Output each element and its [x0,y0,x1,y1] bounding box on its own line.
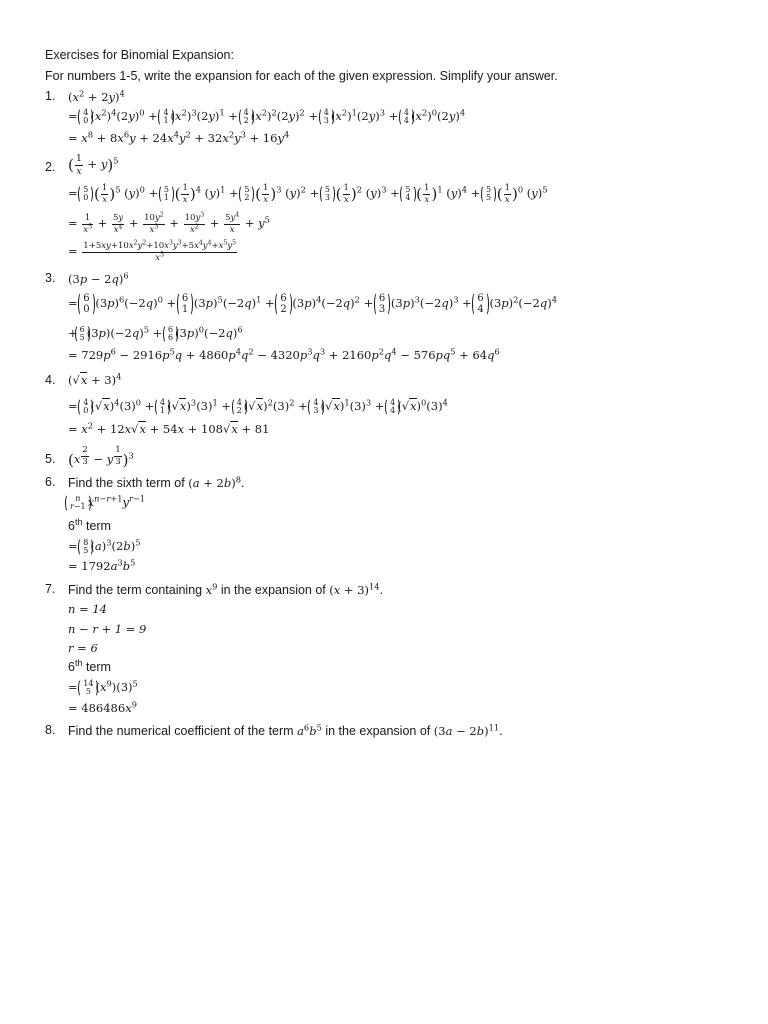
q2-expression: ( $\frac{1}{x}$ + y)$^5$ [68,153,119,177]
q4-binomial-expansion: = 4 0 $(√x)^4(3)^0$ + 4 1 $(√x)^3(3)^1$ + 4 2 $(√x)^2(3)^2$ + 4 3 $(√x)^1(3)^3$ + 4 4 $(√x)^0(3)^4$ [68,397,448,415]
q7-r-value: r = 6 [68,641,98,655]
worksheet-title: Exercises for Binomial Expansion: [45,48,234,62]
item-number-5: 5. [45,452,56,466]
q6-prompt: Find the sixth term of [68,476,185,490]
q4-answer: = $x^2 + 12x√x + 54x + 108√x + 81$ [68,420,270,436]
q3-binomial-expansion-cont: + 6 5 $(3p)(-2q)^5$ + 6 6 $(3p)^0(-2q)^6$ [68,324,243,342]
q2-answer: = $\frac{1+5xy+10x^2y^2+10x^3y^3+5x^4y^4+x^5y^5}{x^5}$ [68,239,236,263]
q1-expression: $(x^2 + 2y)^4$ [68,88,125,104]
q2-binomial-expansion: = 5 0 ( $\frac{1}{x}$ )$^5$ $(y)^0$ + 5 1 ( $\frac{1}{x}$ )$^4$ $(y)^1$ + 5 2 ( $\frac{1}{x}$ )$^3$ $(y)^2$ + 5 3 ( $\frac{1}{x}$ )$^2$ $(y)^3$ + 5 4 ( $\frac{1}{x}$ )$^1$ $(y)^4$ + 5 5 ( $\frac{1}{x}$ )$^0$ $(y)^5$ [68,183,548,205]
q1-answer: = $x^8 + 8x^6y + 24x^4y^2 + 32x^2y^3 + 16y^4$ [68,129,290,145]
item-number-3: 3. [45,271,56,285]
item-number-4: 4. [45,373,56,387]
q7-prompt-mid: in the expansion of [220,583,326,597]
q5-expression: (x $^{\frac{2}{3}}$ − y $^{\frac{1}{3}}$ )$^3$ [68,445,134,470]
item-number-1: 1. [45,89,56,103]
q7-term-label: 6th term [68,658,111,674]
q3-answer: = $729p^6 - 2916p^5q + 4860p^4q^2 - 4320p^3q^3 + 2160p^2q^4 - 576pq^5 + 64q^6$ [68,346,500,362]
q6-answer: = $1792a^3b^5$ [68,557,136,573]
q1-binomial-expansion: = 4 0 $(x^2)^4(2y)^0$ + 4 1 $(x^2)^3(2y)^1$ + 4 2 $(x^2)^2(2y)^2$ + 4 3 $(x^2)^1(2y)^3$ + 4 4 $(x^2)^0(2y)^4$ [68,107,466,125]
q7-prompt: Find the term containing [68,583,203,597]
q7-substitution: = 14 5 $(x^9)(3)^5$ [68,678,138,696]
q3-binomial-expansion: = 6 0 $(3p)^6(-2q)^0$ + 6 1 $(3p)^5(-2q)^1$ + 6 2 $(3p)^4(-2q)^2$ + 6 3 $(3p)^3(-2q)^3$ + 6 4 $(3p)^2(-2q)^4$ [68,293,557,315]
item-number-6: 6. [45,475,56,489]
q2-simplified-terms: = $\frac{1}{x^5}$ + $\frac{5y}{x^4}$ + $\frac{10y^2}{x^3}$ + $\frac{10y^3}{x^2}$ + $\frac{5y^4}{x}$ + $y^5$ [68,211,270,235]
q8-question: Find the numerical coefficient of the term $a^6b^5$ in the expansion of $(3a - 2b)^{11}$. [68,722,503,738]
q7-equation: n − r + 1 = 9 [68,622,147,636]
q6-term-label: 6th term [68,517,111,533]
q7-answer: = $486486x^9$ [68,699,137,715]
q3-expression: $(3p - 2q)^6$ [68,270,129,286]
q7-question: Find the term containing $x^9$ in the expansion of $(x + 3)^{14}$. [68,581,384,597]
q8-prompt: Find the numerical coefficient of the term [68,724,294,738]
item-number-8: 8. [45,723,56,737]
instructions: For numbers 1-5, write the expansion for each of the given expression. Simplify your answer. [45,69,558,83]
q8-prompt-mid: in the expansion of [325,724,431,738]
q6-substitution: = 8 5 $(a)^3(2b)^5$ [68,537,141,555]
q6-general-term-formula: n r−1 $x^{n-r+1}y^{r-1}$ [70,493,146,511]
q4-expression: $(√x + 3)^4$ [68,371,122,387]
q6-question: Find the sixth term of $(a + 2b)^8$. [68,474,245,490]
item-number-7: 7. [45,582,56,596]
item-number-2: 2. [45,160,56,174]
q7-n-value: n = 14 [68,602,107,616]
